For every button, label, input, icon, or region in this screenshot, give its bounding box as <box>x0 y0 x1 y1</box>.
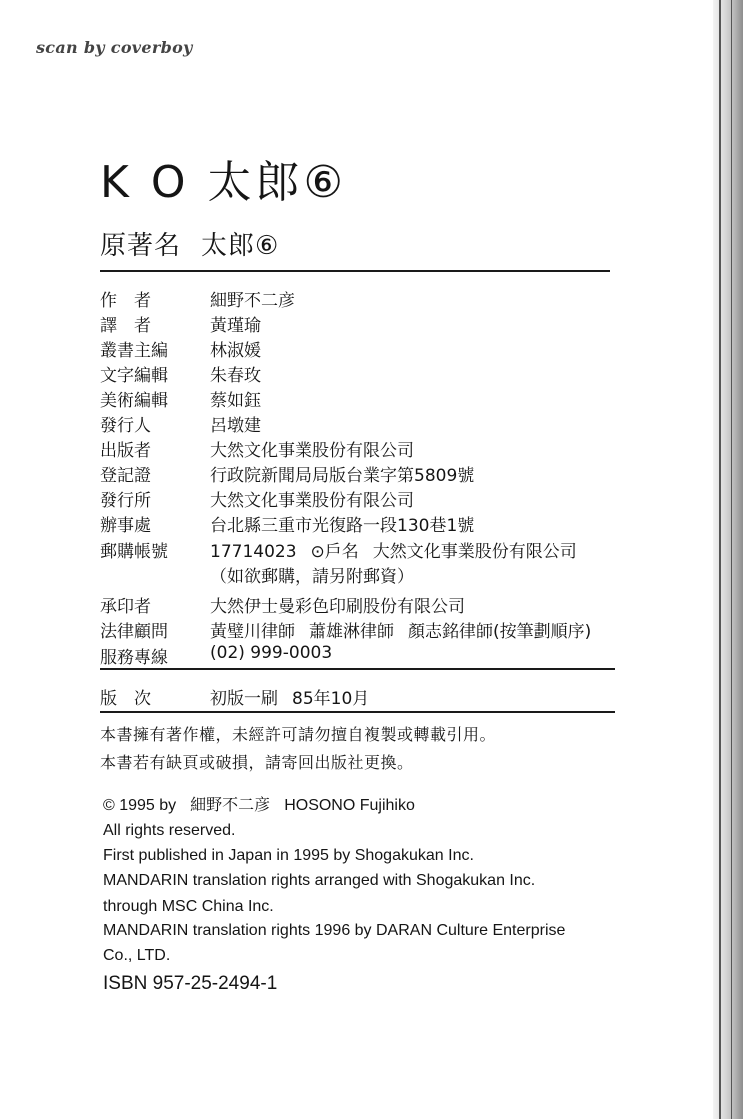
english-line: All rights reserved. <box>103 822 236 839</box>
service-label: 服務專線 <box>100 648 168 668</box>
edition-value <box>210 684 369 709</box>
credit-value: 大然伊士曼彩色印刷股份有限公司 <box>210 597 465 617</box>
isbn: ISBN 957-25-2494-1 <box>103 973 278 994</box>
scan-watermark: scan by coverboy <box>36 38 193 57</box>
spine-line <box>731 0 732 1119</box>
service-value: (02) 999-0003 <box>210 643 333 663</box>
edition-date: 85年10月 <box>292 689 370 709</box>
credit-label: 辦事處 <box>100 516 151 536</box>
credit-value: 林淑媛 <box>210 341 261 361</box>
lower-rule <box>100 711 615 713</box>
postal-label: 郵購帳號 <box>100 542 168 562</box>
english-line: Co., LTD. <box>103 947 171 964</box>
top-rule <box>100 270 610 272</box>
credit-value: 呂墩建 <box>210 416 261 436</box>
original-title <box>100 225 279 262</box>
original-title-value: 太郎⑥ <box>201 231 280 261</box>
postal-number: 17714023 <box>210 542 297 562</box>
credit-value: 大然文化事業股份有限公司 <box>210 491 414 511</box>
credit-label: 叢書主編 <box>100 341 168 361</box>
legal-label: 法律顧問 <box>100 622 168 642</box>
copyright-line <box>103 792 415 815</box>
damage-notice: 本書若有缺頁或破損，請寄回出版社更換。 <box>100 753 414 772</box>
lawyer-name: 顏志銘律師 <box>408 622 493 642</box>
credit-label: 文字編輯 <box>100 366 168 386</box>
account-label: ⊙戶名 <box>310 542 359 562</box>
spine-line <box>719 0 721 1119</box>
credit-value: 行政院新聞局局版台業字第5809號 <box>210 466 475 486</box>
edition-label: 版 次 <box>100 689 151 709</box>
legal-value <box>210 617 591 642</box>
english-line: through MSC China Inc. <box>103 898 274 915</box>
order-note: (按筆劃順序) <box>493 622 592 642</box>
credit-label: 發行所 <box>100 491 151 511</box>
credit-label: 登記證 <box>100 466 151 486</box>
middle-rule <box>100 668 615 670</box>
account-name: 大然文化事業股份有限公司 <box>372 542 577 562</box>
credit-value: 細野不二彦 <box>210 291 295 311</box>
copyright-notice: 本書擁有著作權，未經許可請勿擅自複製或轉載引用。 <box>100 725 497 744</box>
credit-label: 作 者 <box>100 291 151 311</box>
copyright-year: © 1995 by <box>103 797 177 814</box>
postal-note: （如欲郵購，請另附郵資） <box>210 567 414 587</box>
english-line: First published in Japan in 1995 by Shogakukan Inc. <box>103 847 474 864</box>
credit-value: 大然文化事業股份有限公司 <box>210 441 414 461</box>
lawyer-name: 黃璧川律師 <box>210 622 295 642</box>
english-line: MANDARIN translation rights arranged with Shogakukan Inc. <box>103 872 536 889</box>
credit-value: 朱春玫 <box>210 366 261 386</box>
credit-label: 出版者 <box>100 441 151 461</box>
english-line: MANDARIN translation rights 1996 by DARAN Culture Enterprise <box>103 922 566 939</box>
original-title-label: 原著名 <box>100 231 182 261</box>
author-chinese: 細野不二彦 <box>190 797 271 814</box>
credit-label: 美術編輯 <box>100 391 168 411</box>
lawyer-name: 蕭雄淋律師 <box>309 622 394 642</box>
edition-number: 初版一刷 <box>210 689 278 709</box>
credit-label: 發行人 <box>100 416 151 436</box>
credit-label: 承印者 <box>100 597 151 617</box>
postal-value <box>210 537 577 562</box>
book-spine-edge <box>713 0 743 1119</box>
credit-value: 蔡如鈺 <box>210 391 261 411</box>
credit-value: 台北縣三重市光復路一段130巷1號 <box>210 516 475 536</box>
credit-label: 譯 者 <box>100 316 151 336</box>
book-title: K O 太郎⑥ <box>100 157 347 208</box>
credit-value: 黃瑾瑜 <box>210 316 261 336</box>
author-english: HOSONO Fujihiko <box>284 797 415 814</box>
